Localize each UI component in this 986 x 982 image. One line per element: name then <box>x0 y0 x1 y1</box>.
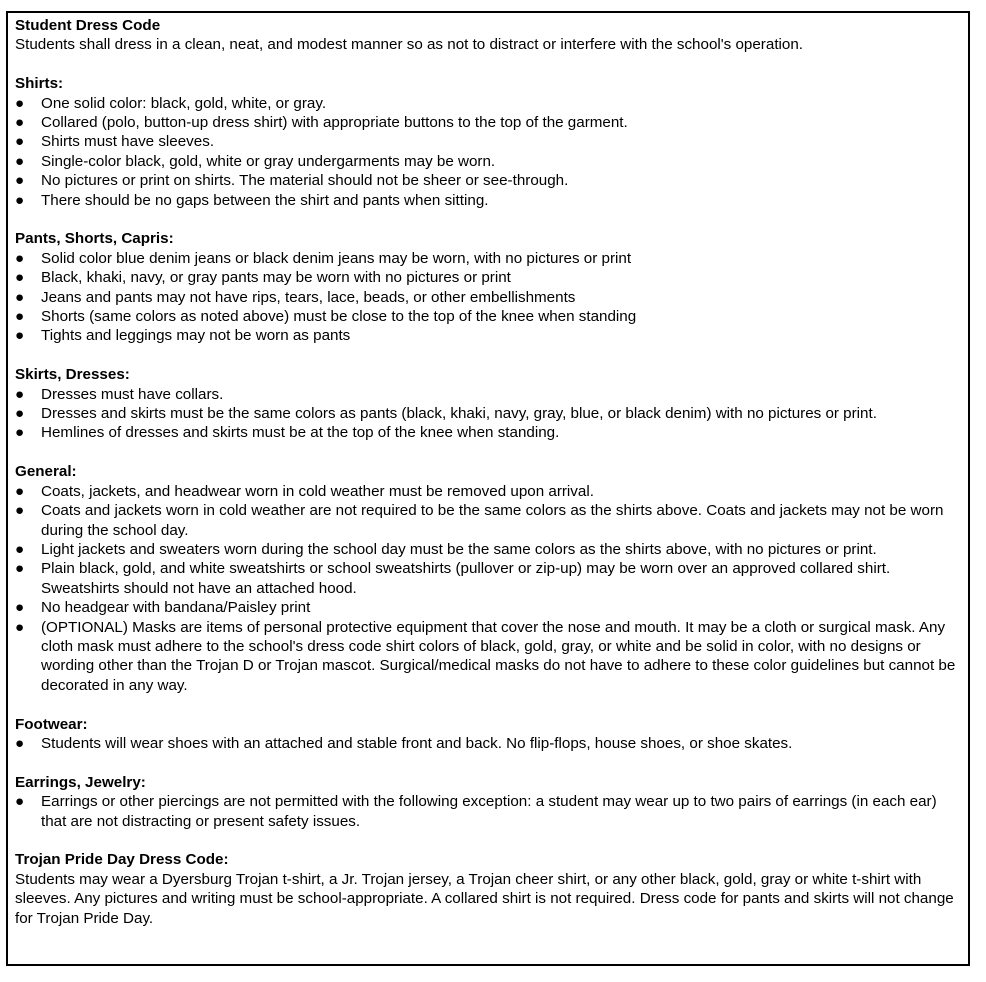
section-title: Footwear: <box>15 715 88 733</box>
list-item-text: Light jackets and sweaters worn during the school day must be the same colors as the shirts above, with no pictures or print. <box>41 540 877 558</box>
bullet-icon: ● <box>15 734 25 752</box>
list-item-text: Dresses and skirts must be the same colors as pants (black, khaki, navy, gray, blue, or black denim) with no pictures or print. <box>41 405 877 423</box>
list-item <box>15 326 960 345</box>
bullet-icon: ● <box>15 133 25 151</box>
bullet-icon: ● <box>15 424 25 442</box>
bullet-icon: ● <box>15 599 25 617</box>
list-item <box>15 307 960 326</box>
list-item <box>15 482 960 501</box>
list-item-text: There should be no gaps between the shirt and pants when sitting. <box>41 191 489 209</box>
sections-container <box>15 55 960 831</box>
list-item-text: Earrings or other piercings are not permitted with the following exception: a student may wear up to two pairs of earrings (in each ear) that are not distracting or present safety issues. <box>41 793 937 830</box>
list-item <box>15 113 960 132</box>
list-item-text: Coats, jackets, and headwear worn in cold weather must be removed upon arrival. <box>41 482 594 500</box>
list-item <box>15 171 960 190</box>
bullet-icon: ● <box>15 385 25 403</box>
list-item-text: Coats and jackets worn in cold weather are not required to be the same colors as the shirts above. Coats and jackets may not be worn during the school day. <box>41 502 944 539</box>
bullet-icon: ● <box>15 308 25 326</box>
spacer <box>15 753 960 772</box>
bullet-icon: ● <box>15 249 25 267</box>
list-item-text: Jeans and pants may not have rips, tears, lace, beads, or other embellishments <box>41 288 576 306</box>
list-item-text: Plain black, gold, and white sweatshirts or school sweatshirts (pullover or zip-up) may be worn over an approved collared shirt. Sweatshirts should not have an attached hood. <box>41 560 891 597</box>
list-item-text: Shorts (same colors as noted above) must be close to the top of the knee when standing <box>41 308 637 326</box>
list-item-text: (OPTIONAL) Masks are items of personal protective equipment that cover the nose and mouth. It may be a cloth or surgical mask. Any cloth mask must adhere to the school's dress code shirt colors of black, gold, gray, or white and be solid in color, with no designs or wording other than the Trojan D or Trojan mascot. Surgical/medical masks do not have to adhere to these color guidelines but cannot be decorated in any way. <box>41 618 956 694</box>
bullet-list <box>15 94 960 210</box>
list-item-text: Collared (polo, button-up dress shirt) with appropriate buttons to the top of the garment. <box>41 114 628 132</box>
list-item <box>15 249 960 268</box>
bullet-list <box>15 482 960 695</box>
list-item-text: No headgear with bandana/Paisley print <box>41 599 311 617</box>
spacer <box>15 695 960 714</box>
bullet-list <box>15 385 960 443</box>
list-item-text: Shirts must have sleeves. <box>41 133 215 151</box>
bullet-icon: ● <box>15 152 25 170</box>
bullet-icon: ● <box>15 793 25 811</box>
bullet-icon: ● <box>15 405 25 423</box>
list-item <box>15 598 960 617</box>
bullet-icon: ● <box>15 502 25 520</box>
spacer <box>15 831 960 850</box>
list-item <box>15 94 960 113</box>
bullet-icon: ● <box>15 327 25 345</box>
section-title: Skirts, Dresses: <box>15 366 130 384</box>
spacer <box>15 443 960 462</box>
bullet-icon: ● <box>15 618 25 636</box>
list-item <box>15 385 960 404</box>
bullet-icon: ● <box>15 482 25 500</box>
document-title: Student Dress Code <box>15 17 161 34</box>
list-item <box>15 132 960 151</box>
bullet-icon: ● <box>15 288 25 306</box>
list-item <box>15 501 960 540</box>
list-item <box>15 191 960 210</box>
list-item-text: Black, khaki, navy, or gray pants may be worn with no pictures or print <box>41 269 511 287</box>
section-title: Shirts: <box>15 75 64 93</box>
bullet-icon: ● <box>15 191 25 209</box>
bullet-icon: ● <box>15 560 25 578</box>
bullet-list <box>15 734 960 753</box>
list-item-text: Solid color blue denim jeans or black denim jeans may be worn, with no pictures or print <box>41 249 632 267</box>
list-item <box>15 618 960 696</box>
list-item <box>15 423 960 442</box>
list-item-text: One solid color: black, gold, white, or gray. <box>41 94 327 112</box>
list-item <box>15 792 960 831</box>
pride-section-title: Trojan Pride Day Dress Code: <box>15 851 229 869</box>
section-title: Earrings, Jewelry: <box>15 773 146 791</box>
list-item-text: Dresses must have collars. <box>41 385 224 403</box>
section-title: General: <box>15 463 77 481</box>
spacer <box>15 346 960 365</box>
list-item <box>15 734 960 753</box>
bullet-list <box>15 249 960 346</box>
spacer <box>15 210 960 229</box>
intro-paragraph: Students shall dress in a clean, neat, and modest manner so as not to distract or interfere with the school's operation. <box>15 36 804 54</box>
bullet-icon: ● <box>15 94 25 112</box>
list-item <box>15 268 960 287</box>
section-title: Pants, Shorts, Capris: <box>15 230 174 248</box>
list-item-text: No pictures or print on shirts. The material should not be sheer or see-through. <box>41 172 569 190</box>
list-item <box>15 540 960 559</box>
list-item-text: Single-color black, gold, white or gray undergarments may be worn. <box>41 152 496 170</box>
bullet-icon: ● <box>15 269 25 287</box>
list-item-text: Tights and leggings may not be worn as pants <box>41 327 351 345</box>
list-item <box>15 152 960 171</box>
list-item-text: Students will wear shoes with an attached and stable front and back. No flip-flops, house shoes, or shoe skates. <box>41 734 793 752</box>
bullet-list <box>15 792 960 831</box>
bullet-icon: ● <box>15 114 25 132</box>
list-item <box>15 404 960 423</box>
list-item <box>15 288 960 307</box>
bullet-icon: ● <box>15 540 25 558</box>
list-item-text: Hemlines of dresses and skirts must be at the top of the knee when standing. <box>41 424 560 442</box>
bullet-icon: ● <box>15 172 25 190</box>
pride-paragraph: Students may wear a Dyersburg Trojan t-shirt, a Jr. Trojan jersey, a Trojan cheer shirt, or any other black, gold, gray or white t-shirt with sleeves. Any pictures and writing must be school-appropriate. A collared shirt is not required. Dress code for pants and skirts will not change for Trojan Pride Day. <box>15 870 954 927</box>
document-body <box>15 16 960 928</box>
list-item <box>15 559 960 598</box>
spacer <box>15 55 960 74</box>
dress-code-document <box>6 11 970 966</box>
